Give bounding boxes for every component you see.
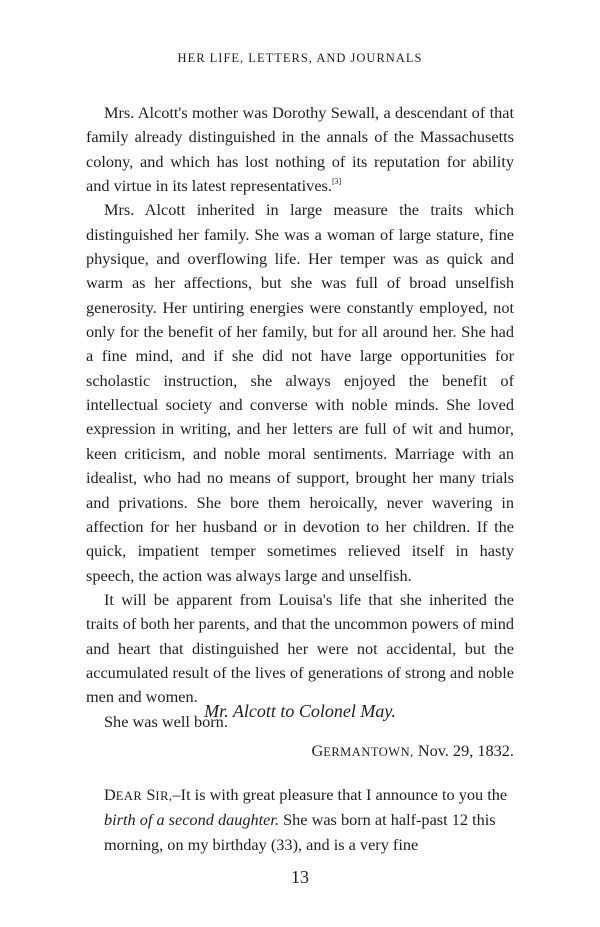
letter-body (104, 783, 518, 857)
salutation-initial: D (104, 785, 116, 804)
paragraph-1 (86, 101, 514, 198)
letter-body-lead: –It is with great pleasure that I announce to you the (172, 785, 508, 804)
letter-heading: Mr. Alcott to Colonel May. (204, 701, 396, 721)
paragraph-1-text: Mrs. Alcott's mother was Dorothy Sewall, a descendant of that family already distinguished in the annals of the Massachusetts colony, and which has lost nothing of its reputation for ability and virtue in its latest representatives. (86, 103, 514, 196)
salutation-rest: EAR (115, 789, 143, 803)
letter-dateline (311, 741, 514, 761)
paragraph-2: Mrs. Alcott inherited in large measure the traits which distinguished her family. She was a woman of large stature, fine physique, and overflowing life. Her temper was as quick and warm as her affections, but she was full of broad unselfish generosity. Her untiring energies were constantly employed, not only for the benefit of her family, but for all around her. She had a fine mind, and if she did not have large opportunities for scholastic instruction, she always enjoyed the benefit of intellectual society and converse with noble minds. She loved expression in writing, and her letters are full of wit and humor, keen criticism, and noble moral sentiments. Marriage with an idealist, who had no means of support, brought her many trials and privations. She bore them heroically, never wavering in affection for her husband or in devotion to her children. If the quick, impatient temper sometimes relieved itself in hasty speech, the action was always large and unselfish. (86, 200, 514, 585)
body-text (86, 101, 514, 734)
dateline-place-rest: ERMANTOWN, (323, 745, 414, 759)
page-number: 13 (291, 867, 309, 887)
dateline-place-initial: G (311, 741, 324, 760)
salutation-rest-2: IR, (155, 789, 173, 803)
footnote-marker[interactable]: [3] (331, 177, 342, 187)
paragraph-4: She was well born. (104, 711, 228, 731)
running-head: HER LIFE, LETTERS, AND JOURNALS (177, 51, 423, 65)
letter-body-tail: She was born at half-past 12 this morning, on my birthday (33), and is a very fine (104, 810, 496, 854)
letter-body-emphasis: birth of a second daughter. (104, 810, 280, 830)
paragraph-3: It will be apparent from Louisa's life that she inherited the traits of both her parents, and that the uncommon powers of mind and heart that distinguished her were not accidental, but the accumulated result of the lives of generations of strong and noble men and women. (86, 589, 514, 707)
salutation-initial-2: S (146, 785, 156, 804)
dateline-date: Nov. 29, 1832. (417, 741, 514, 760)
